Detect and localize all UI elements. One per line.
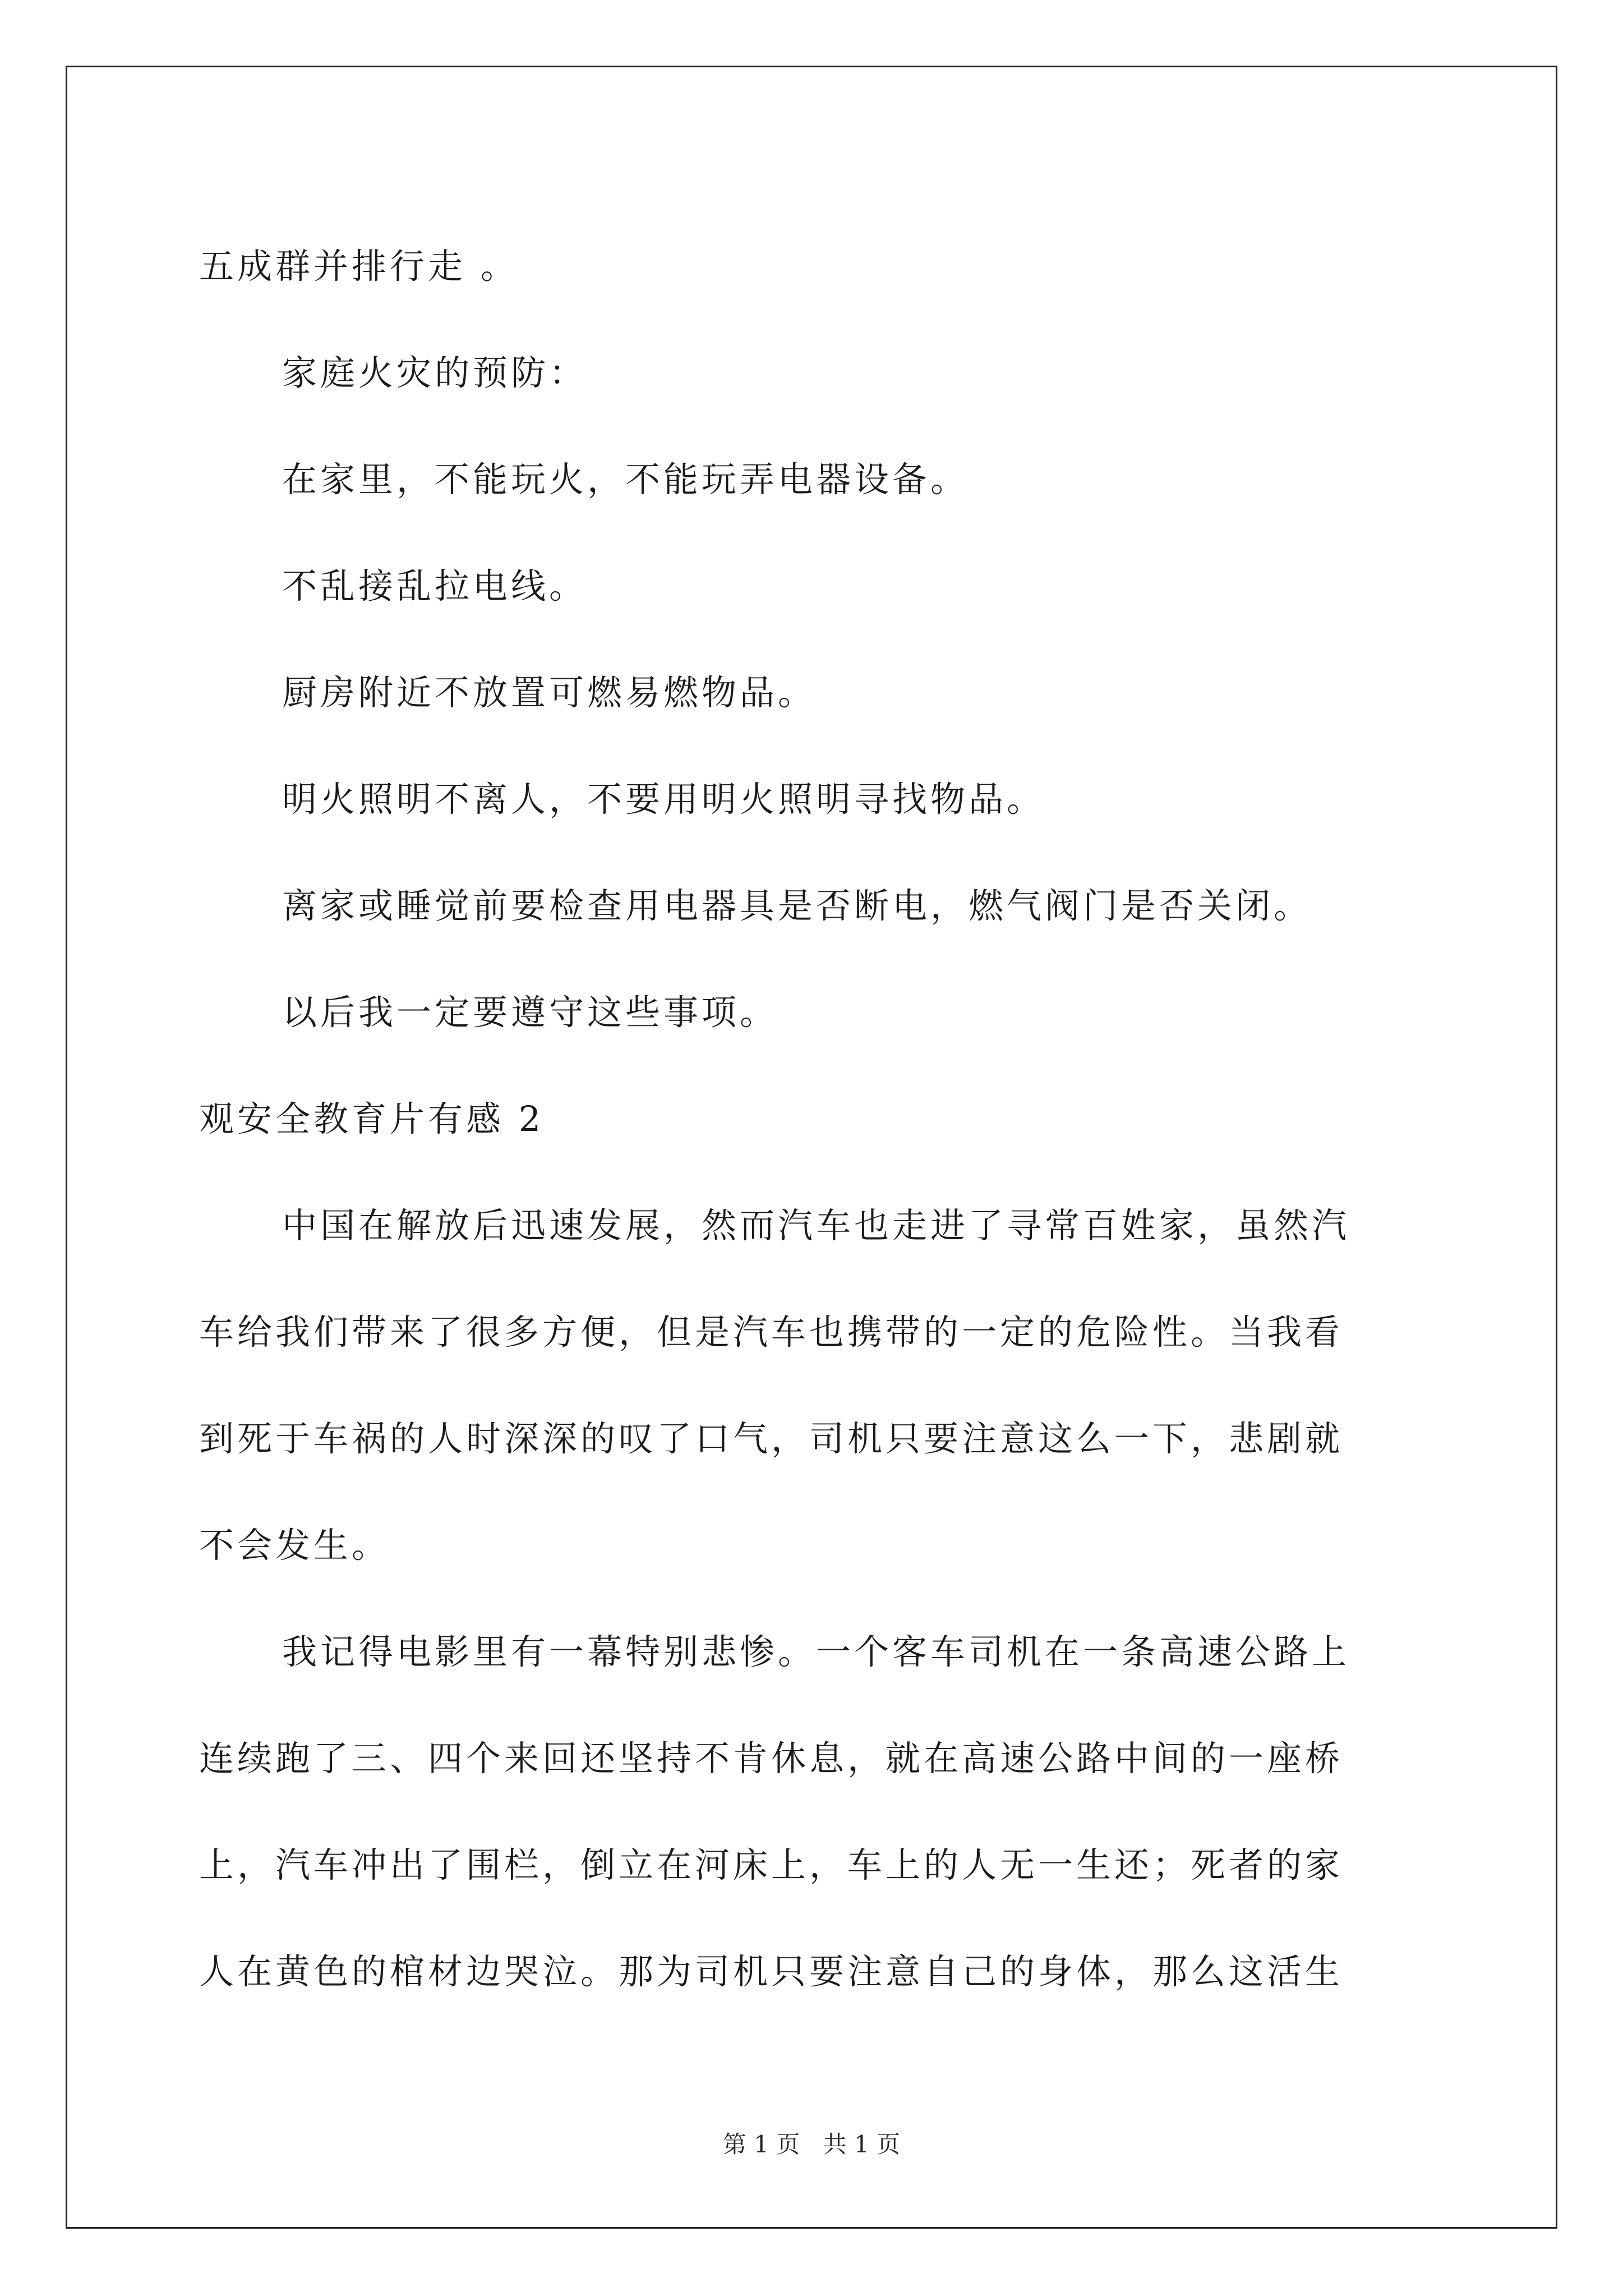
text-line: 连续跑了三、四个来回还坚持不肯休息，就在高速公路中间的一座桥 [199, 1738, 1344, 1779]
text-line: 离家或睡觉前要检查用电器具是否断电，燃气阀门是否关闭。 [282, 885, 1312, 926]
text-line: 明火照明不离人，不要用明火照明寻找物品。 [282, 779, 1045, 820]
text-line: 中国在解放后迅速发展，然而汽车也走进了寻常百姓家，虽然汽 [282, 1205, 1350, 1246]
text-line: 厨房附近不放置可燃易燃物品。 [282, 672, 817, 713]
page-total: 共 1 页 [823, 2131, 901, 2158]
text-line: 不乱接乱拉电线。 [282, 565, 588, 606]
text-line: 我记得电影里有一幕特别悲惨。一个客车司机在一条高速公路上 [282, 1631, 1350, 1672]
page-number: 第 1 页 [722, 2131, 800, 2158]
text-line: 不会发生。 [199, 1525, 390, 1566]
text-line: 上，汽车冲出了围栏，倒立在河床上，车上的人无一生还；死者的家 [199, 1844, 1344, 1885]
text-line: 到死于车祸的人时深深的叹了口气，司机只要注意这么一下，悲剧就 [199, 1418, 1344, 1459]
essay-title: 观安全教育片有感 2 [199, 1098, 545, 1139]
text-line: 以后我一定要遵守这些事项。 [282, 992, 778, 1033]
text-line: 人在黄色的棺材边哭泣。那为司机只要注意自己的身体，那么这活生 [199, 1951, 1344, 1992]
text-line: 在家里，不能玩火，不能玩弄电器设备。 [282, 459, 969, 500]
text-line: 五成群并排行走 。 [199, 246, 519, 287]
section-heading-home-fire: 家庭火灾的预防： [282, 352, 588, 393]
page-footer [0, 2126, 1623, 2160]
text-line: 车给我们带来了很多方便，但是汽车也携带的一定的危险性。当我看 [199, 1312, 1344, 1352]
document-body [199, 213, 1433, 2025]
